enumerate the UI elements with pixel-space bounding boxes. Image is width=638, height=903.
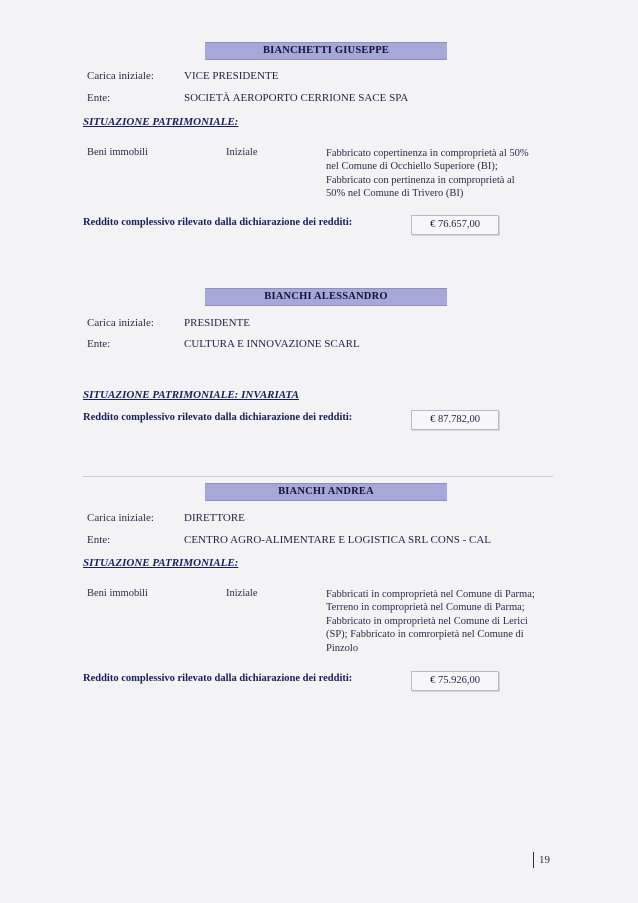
situazione-patrimoniale-heading: SITUAZIONE PATRIMONIALE: (83, 557, 239, 569)
ente-value: CENTRO AGRO-ALIMENTARE E LOGISTICA SRL CONS - CAL (184, 534, 492, 546)
reddito-value-box: € 76.657,00 (411, 215, 499, 235)
reddito-value-box: € 75.926,00 (411, 671, 499, 691)
situazione-patrimoniale-heading: SITUAZIONE PATRIMONIALE: INVARIATA (83, 389, 299, 401)
situazione-patrimoniale-heading: SITUAZIONE PATRIMONIALE: (83, 116, 239, 128)
beni-description-line: Fabbricato in omproprietà nel Comune di Lerici (326, 615, 528, 627)
reddito-label: Reddito complessivo rilevato dalla dichiarazione dei redditi: (83, 673, 353, 684)
beni-stato: Iniziale (226, 147, 258, 158)
ente-value: SOCIETÀ AEROPORTO CERRIONE SACE SPA (184, 92, 409, 104)
carica-label: Carica iniziale: (87, 70, 154, 82)
carica-value: VICE PRESIDENTE (184, 70, 279, 82)
entry-name-header: BIANCHETTI GIUSEPPE (205, 42, 447, 60)
entry-name-header: BIANCHI ANDREA (205, 483, 447, 501)
carica-label: Carica iniziale: (87, 317, 154, 329)
ente-value: CULTURA E INNOVAZIONE SCARL (184, 338, 360, 350)
section-divider (83, 476, 553, 477)
beni-immobili-label: Beni immobili (87, 147, 148, 158)
beni-description-line: Fabbricati in comproprietà nel Comune di Parma; (326, 589, 535, 600)
reddito-label: Reddito complessivo rilevato dalla dichiarazione dei redditi: (83, 217, 353, 228)
carica-label: Carica iniziale: (87, 512, 154, 524)
page-number: 19 (533, 852, 550, 868)
beni-stato: Iniziale (226, 588, 258, 599)
reddito-value-box: € 87.782,00 (411, 410, 499, 430)
beni-description-line: 50% nel Comune di Trivero (BI) (326, 188, 464, 200)
beni-description-line: Terreno in comproprietà nel Comune di Parma; (326, 602, 525, 614)
carica-value: DIRETTORE (184, 512, 245, 524)
beni-description-line: Fabbricato copertinenza in comproprietà al 50% (326, 148, 529, 159)
beni-description-line: (SP); Fabbricato in comrorpietà nel Comune di (326, 629, 524, 641)
ente-label: Ente: (87, 92, 111, 104)
beni-immobili-label: Beni immobili (87, 588, 148, 599)
beni-description (326, 588, 571, 655)
entry-name-header: BIANCHI ALESSANDRO (205, 288, 447, 306)
beni-description-line: Pinzolo (326, 642, 359, 654)
ente-label: Ente: (87, 338, 111, 350)
beni-description-line: nel Comune di Occhiello Superiore (BI); (326, 161, 498, 173)
carica-value: PRESIDENTE (184, 317, 250, 329)
reddito-label: Reddito complessivo rilevato dalla dichiarazione dei redditi: (83, 412, 353, 423)
beni-description (326, 147, 571, 201)
ente-label: Ente: (87, 534, 111, 546)
beni-description-line: Fabbricato con pertinenza in comproprietà al (326, 174, 515, 186)
